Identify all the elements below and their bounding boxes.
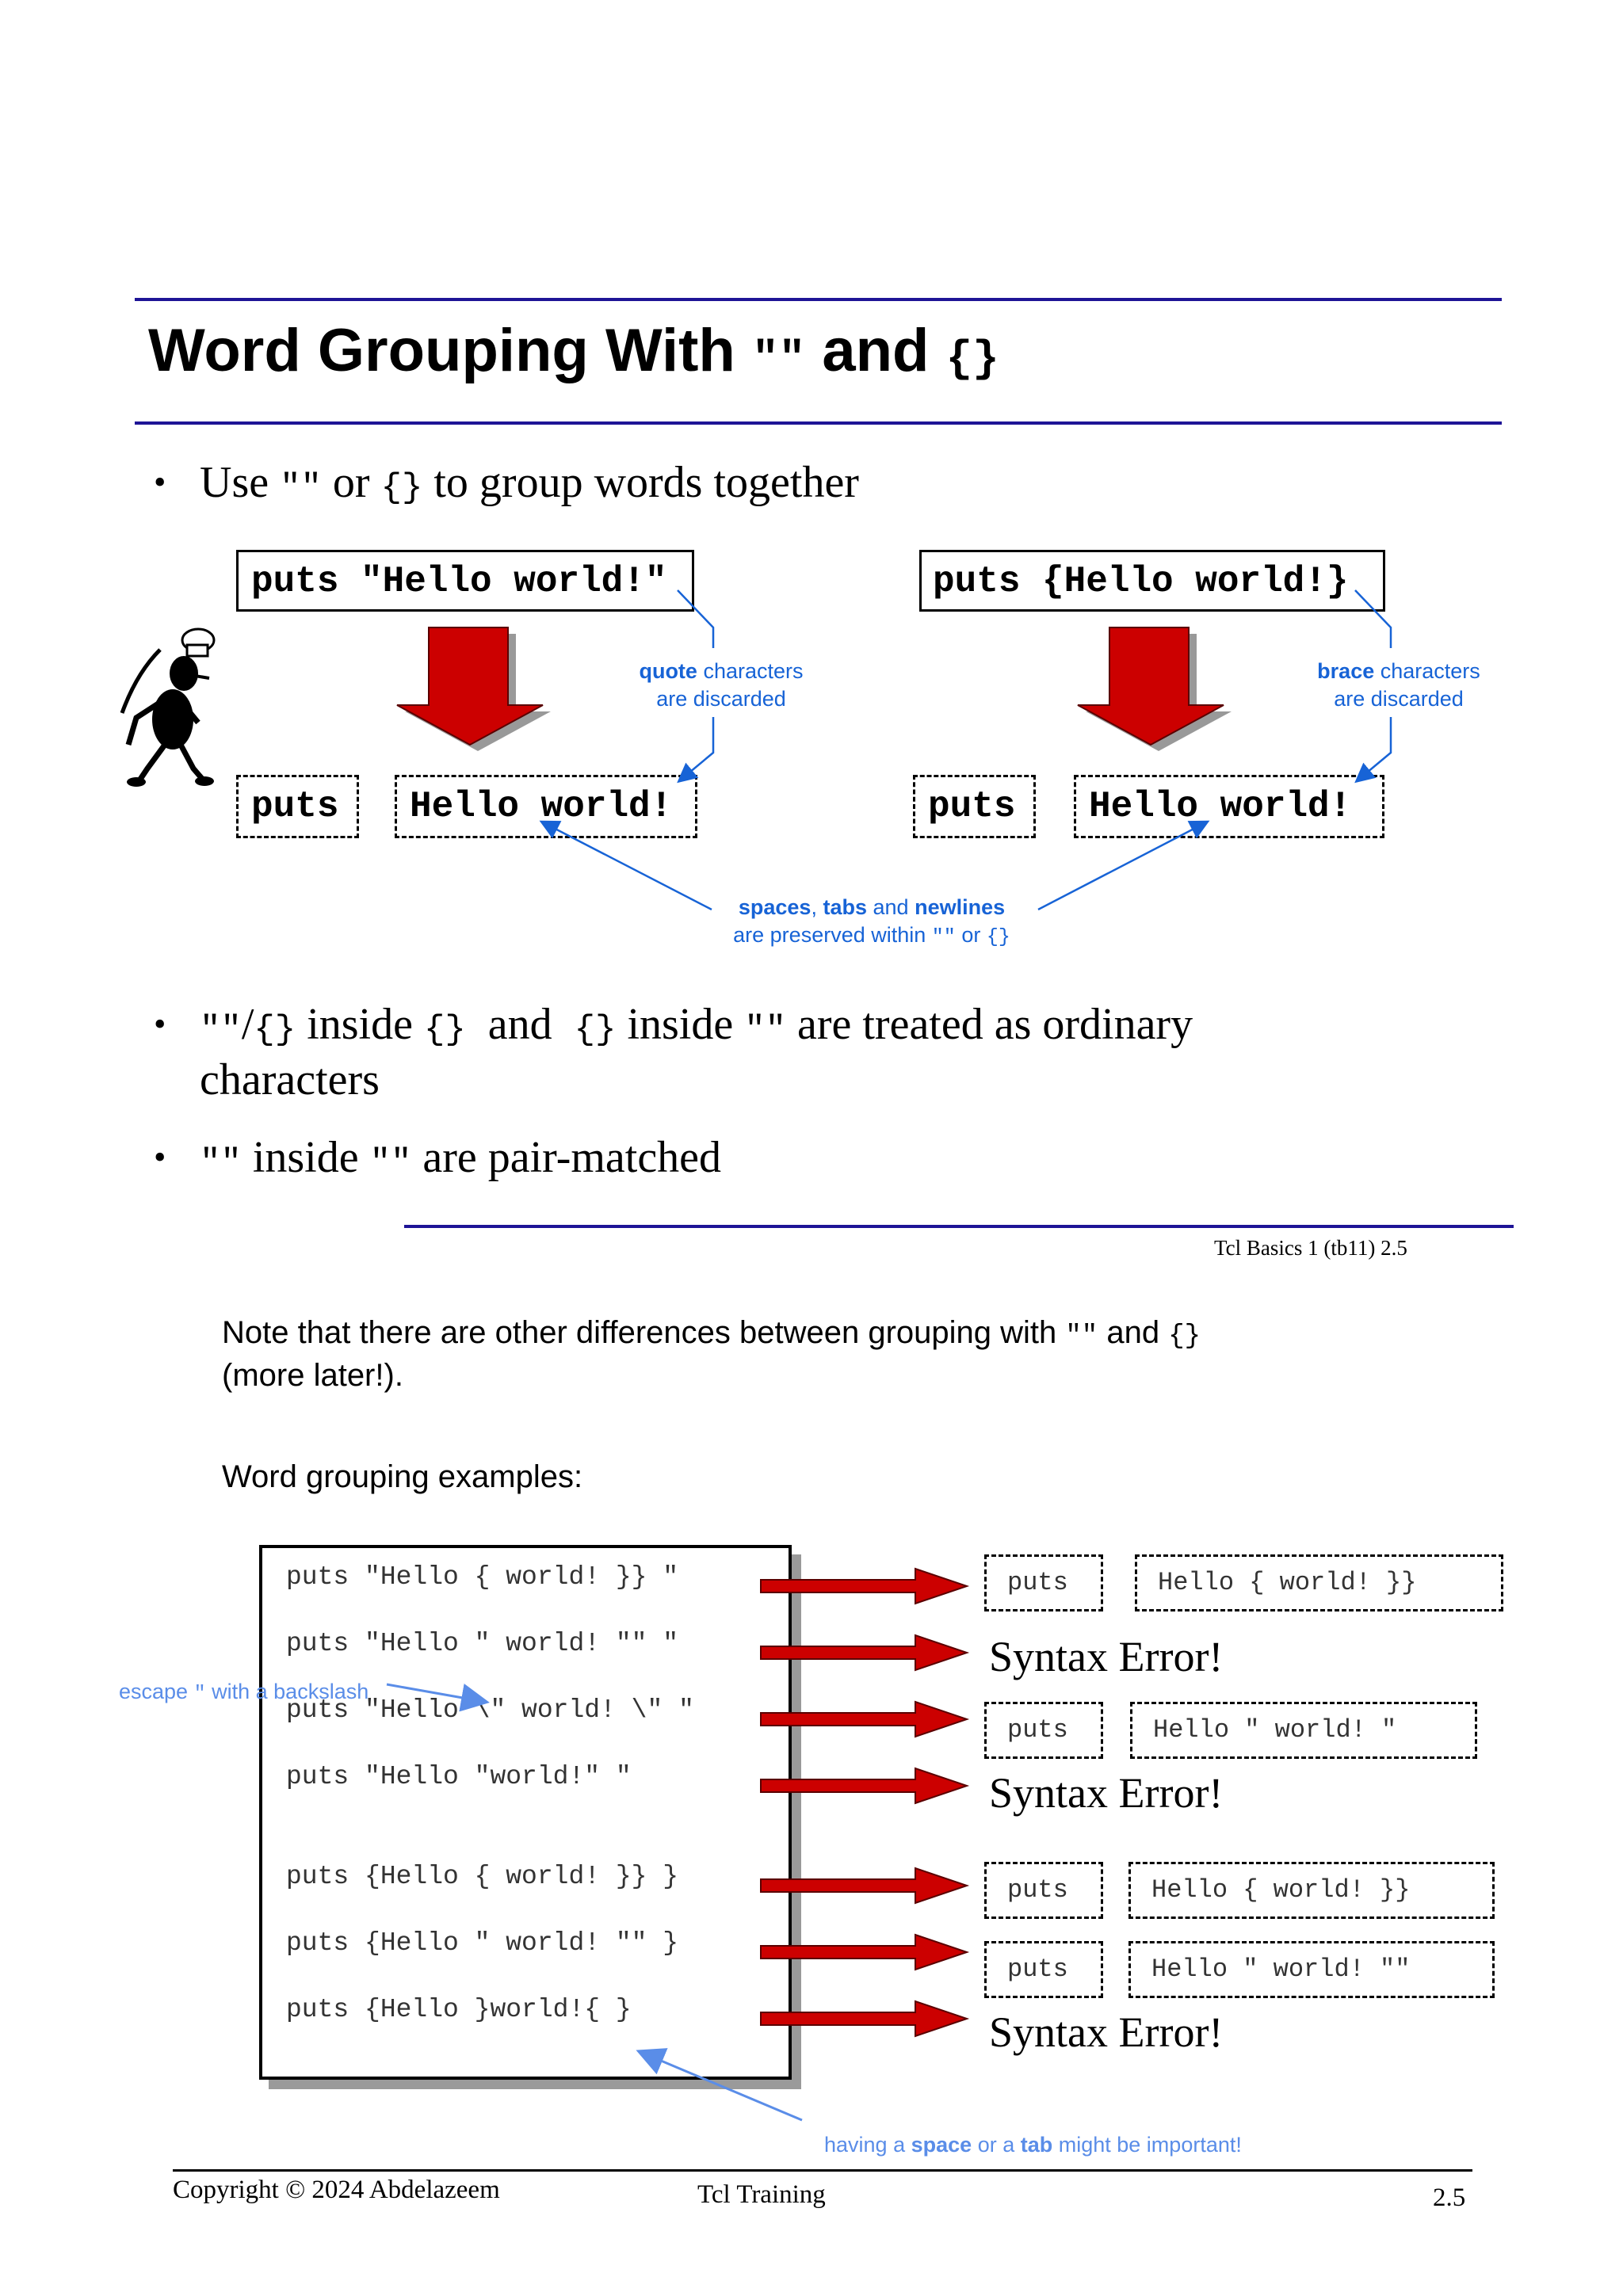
- example-arrow-7: [761, 2001, 967, 2036]
- examples-label: Word grouping examples:: [222, 1459, 583, 1494]
- escape-note-quote: ": [193, 1682, 206, 1705]
- example-arrow-5: [761, 1868, 967, 1903]
- ws-note-line2: are preserved within: [733, 923, 926, 948]
- title-and: and: [822, 317, 930, 384]
- bullet-dot: •: [154, 1138, 166, 1177]
- bullet-3-inside: inside: [252, 1133, 359, 1182]
- ws-note-tabs: tabs: [823, 895, 867, 919]
- example-line: puts "Hello { world! }} ": [286, 1562, 679, 1592]
- bullet-1-text-c: to group words together: [433, 458, 859, 507]
- ws-note-brace: {}: [986, 925, 1010, 949]
- right-command-text: puts {Hello world!}: [933, 561, 1349, 602]
- footer-rule: [173, 2169, 1472, 2172]
- ws-note-and: and: [873, 895, 909, 919]
- left-word-2-text: Hello world!: [410, 786, 673, 827]
- result-word-1: puts: [984, 1554, 1103, 1611]
- example-line: puts {Hello { world! }} }: [286, 1862, 679, 1891]
- quote-note-rest: characters: [703, 659, 804, 683]
- escape-note-b: with a backslash: [212, 1680, 369, 1703]
- space-note-space: space: [911, 2133, 972, 2157]
- escape-note: [119, 1678, 369, 1707]
- brace-note-rest: characters: [1380, 659, 1480, 683]
- right-word-2-text: Hello world!: [1089, 786, 1352, 827]
- quote-note-bold: quote: [639, 659, 697, 683]
- example-arrow-4: [761, 1768, 967, 1803]
- example-line: puts {Hello }world!{ }: [286, 1995, 632, 2024]
- bullet-2-inside-2: inside: [627, 1000, 734, 1049]
- footer-page: 2.5: [1433, 2183, 1466, 2212]
- bullet-2-brace-2: {}: [423, 1010, 466, 1050]
- bullet-3-quote-2: "": [369, 1143, 412, 1183]
- notes-quote: "": [1065, 1322, 1098, 1352]
- example-arrow-3: [761, 1702, 967, 1737]
- bullet-2-slash: /: [241, 1000, 254, 1049]
- bullet-dot: •: [154, 463, 166, 502]
- left-word-1-text: puts: [251, 786, 339, 827]
- bullet-2-and: and: [487, 1000, 552, 1049]
- escape-note-a: escape: [119, 1680, 189, 1703]
- result-word-2: Hello { world! }}: [1128, 1862, 1495, 1919]
- bullet-2-quote-2: "": [744, 1010, 787, 1050]
- slide-reference: Tcl Basics 1 (tb11) 2.5: [1214, 1236, 1407, 1260]
- result-word-2: Hello " world! "": [1128, 1941, 1495, 1998]
- left-command-text: puts "Hello world!": [251, 561, 667, 602]
- quote-note-line2: are discarded: [656, 687, 786, 711]
- bullet-1-brace: {}: [380, 468, 423, 508]
- notes-line1-and: and: [1106, 1315, 1160, 1350]
- example-line: puts "Hello " world! "" ": [286, 1629, 679, 1658]
- footer-center: Tcl Training: [697, 2180, 826, 2209]
- result-word-2: Hello { world! }}: [1135, 1554, 1503, 1611]
- brace-note-bold: brace: [1317, 659, 1375, 683]
- bullet-2-inside: inside: [307, 1000, 413, 1049]
- bullet-3-quote: "": [200, 1143, 242, 1183]
- footer-copyright: Copyright © 2024 Abdelazeem: [173, 2176, 500, 2204]
- ws-note-newlines: newlines: [915, 895, 1006, 919]
- result-word-2: Hello " world! ": [1130, 1702, 1477, 1759]
- ws-note-or: or: [961, 923, 981, 948]
- example-line: puts "Hello "world!" ": [286, 1762, 632, 1791]
- result-word-1: puts: [984, 1702, 1103, 1759]
- bullet-1-text-a: Use: [200, 458, 269, 507]
- example-line: puts {Hello " world! "" }: [286, 1928, 679, 1958]
- title-brace: {}: [945, 334, 999, 384]
- syntax-error: Syntax Error!: [989, 1769, 1224, 1817]
- bullet-1-text-b: or: [332, 458, 370, 507]
- syntax-error: Syntax Error!: [989, 2008, 1224, 2056]
- bullet-2-brace-3: {}: [574, 1010, 617, 1050]
- ws-note-spaces: spaces: [738, 895, 812, 919]
- brace-note-line2: are discarded: [1334, 687, 1464, 711]
- notes-line2: (more later!).: [222, 1357, 403, 1393]
- ws-note-quote: "": [931, 925, 956, 949]
- bullet-1-quote: "": [280, 468, 322, 508]
- example-arrow-6: [761, 1935, 967, 1970]
- bullet-2-treated: are treated as ordinary: [797, 1000, 1193, 1049]
- bullet-2-quote: "": [200, 1010, 242, 1050]
- right-word-1-text: puts: [928, 786, 1016, 827]
- space-note-c: might be important!: [1058, 2133, 1242, 2157]
- ws-note-comma: ,: [811, 895, 817, 919]
- bullet-dot: •: [154, 1005, 166, 1043]
- escape-note-arrow: [387, 1684, 485, 1702]
- title-quote: "": [751, 334, 806, 384]
- space-note: [824, 2131, 1242, 2159]
- space-note-tab: tab: [1020, 2133, 1053, 2157]
- title-text: Word Grouping With: [148, 317, 735, 384]
- result-word-1: puts: [984, 1941, 1103, 1998]
- bullet-2-brace: {}: [254, 1010, 296, 1050]
- example-line: puts "Hello \" world! \" ": [286, 1695, 694, 1725]
- result-word-1: puts: [984, 1862, 1103, 1919]
- notes-brace: {}: [1168, 1322, 1201, 1352]
- space-note-arrow: [640, 2052, 802, 2120]
- notes-line1-a: Note that there are other differences between grouping with: [222, 1315, 1057, 1350]
- bullet-3-text: are pair-matched: [422, 1133, 722, 1182]
- bullet-2-characters: characters: [200, 1055, 380, 1104]
- example-arrow-1: [761, 1569, 967, 1604]
- syntax-error: Syntax Error!: [989, 1633, 1224, 1680]
- space-note-or: or a: [977, 2133, 1015, 2157]
- space-note-a: having a: [824, 2133, 906, 2157]
- example-arrow-2: [761, 1635, 967, 1670]
